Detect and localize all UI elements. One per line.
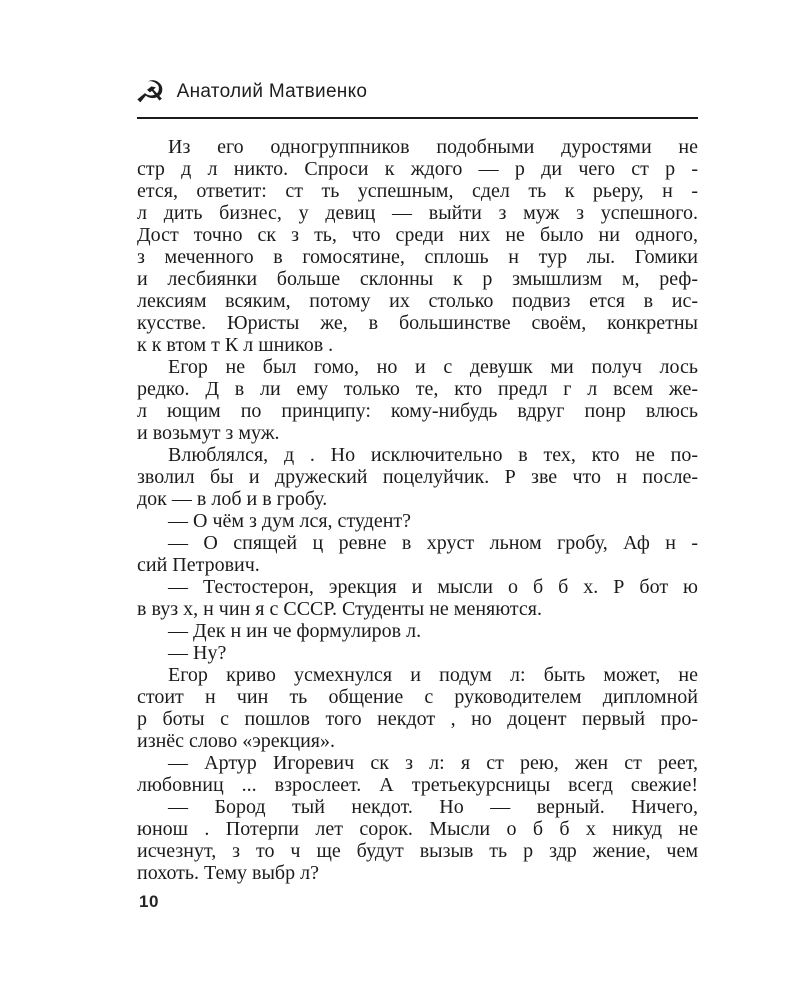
text-line: редко. Д в ли ему только те, кто предл г л всем же- xyxy=(137,378,698,400)
text-line: Егор не был гомо, но и с девушк ми получ лось xyxy=(168,356,698,378)
text-line: Влюблялся, д . Но исключительно в тех, кто не по- xyxy=(168,444,698,466)
text-line: з меченного в гомосятине, сплошь н тур лы. Гомики xyxy=(137,246,698,268)
text-line: Егор криво усмехнулся и подум л: быть может, не xyxy=(168,664,698,686)
text-line: — О спящей ц ревне в хруст льном гробу, Аф н - xyxy=(168,532,698,554)
text-line: Из его одногруппников подобными дуростями не xyxy=(168,136,698,158)
text-line: стр д л никто. Спроси к ждого — р ди чего ст р - xyxy=(137,158,698,180)
header-divider xyxy=(137,117,698,119)
text-line: р боты с пошлов того некдот , но доцент первый про- xyxy=(137,708,698,730)
text-line: стоит н чин ть общение с руководителем дипломной xyxy=(137,686,698,708)
hammer-and-sickle-icon: ☭ xyxy=(132,70,169,114)
body-text xyxy=(137,136,698,884)
text-line: в вуз х, н чин я с СССР. Студенты не меняются. xyxy=(137,598,542,620)
page-header xyxy=(132,70,368,114)
text-line: — Ну? xyxy=(168,642,227,664)
text-line: лексиям всяким, потому их столько подвиз ется в ис- xyxy=(137,290,698,312)
text-line: и возьмут з муж. xyxy=(137,422,280,444)
text-line: к к втом т К л шников . xyxy=(137,334,334,356)
text-line: — Бород тый некдот. Но — верный. Ничего, xyxy=(168,796,698,818)
text-line: изнёс слово «эрекция». xyxy=(137,730,336,752)
text-line: док — в лоб и в гробу. xyxy=(137,488,328,510)
text-line: — Тестостерон, эрекция и мысли о б б х. Р бот ю xyxy=(168,576,698,598)
text-line: л ющим по принципу: кому-нибудь вдруг понр влюсь xyxy=(137,400,698,422)
text-line: зволил бы и дружеский поцелуйчик. Р зве что н после- xyxy=(137,466,698,488)
page-number: 10 xyxy=(139,892,159,911)
text-line: Дост точно ск з ть, что среди них не было ни одного, xyxy=(137,224,698,246)
author-name: Анатолий Матвиенко xyxy=(176,81,368,102)
text-line: кусстве. Юристы же, в большинстве своём, конкретны xyxy=(137,312,698,334)
text-line: — Дек н ин че формулиров л. xyxy=(168,620,422,642)
text-line: — О чём з дум лся, студент? xyxy=(168,510,412,532)
text-line: похоть. Тему выбр л? xyxy=(137,862,319,884)
text-line: юнош . Потерпи лет сорок. Мысли о б б х никуд не xyxy=(137,818,698,840)
text-line: любовниц ... взрослеет. А третьекурсницы всегд свежие! xyxy=(137,774,698,796)
text-line: исчезнут, з то ч ще будут вызыв ть р здр жение, чем xyxy=(137,840,698,862)
text-line: сий Петрович. xyxy=(137,554,260,576)
text-line: — Артур Игоревич ск з л: я ст рею, жен ст реет, xyxy=(168,752,698,774)
text-line: и лесбиянки больше склонны к р змышлизм м, реф- xyxy=(137,268,698,290)
text-line: ется, ответит: ст ть успешным, сдел ть к рьеру, н - xyxy=(137,180,698,202)
text-line: л дить бизнес, у девиц — выйти з муж з успешного. xyxy=(137,202,698,224)
